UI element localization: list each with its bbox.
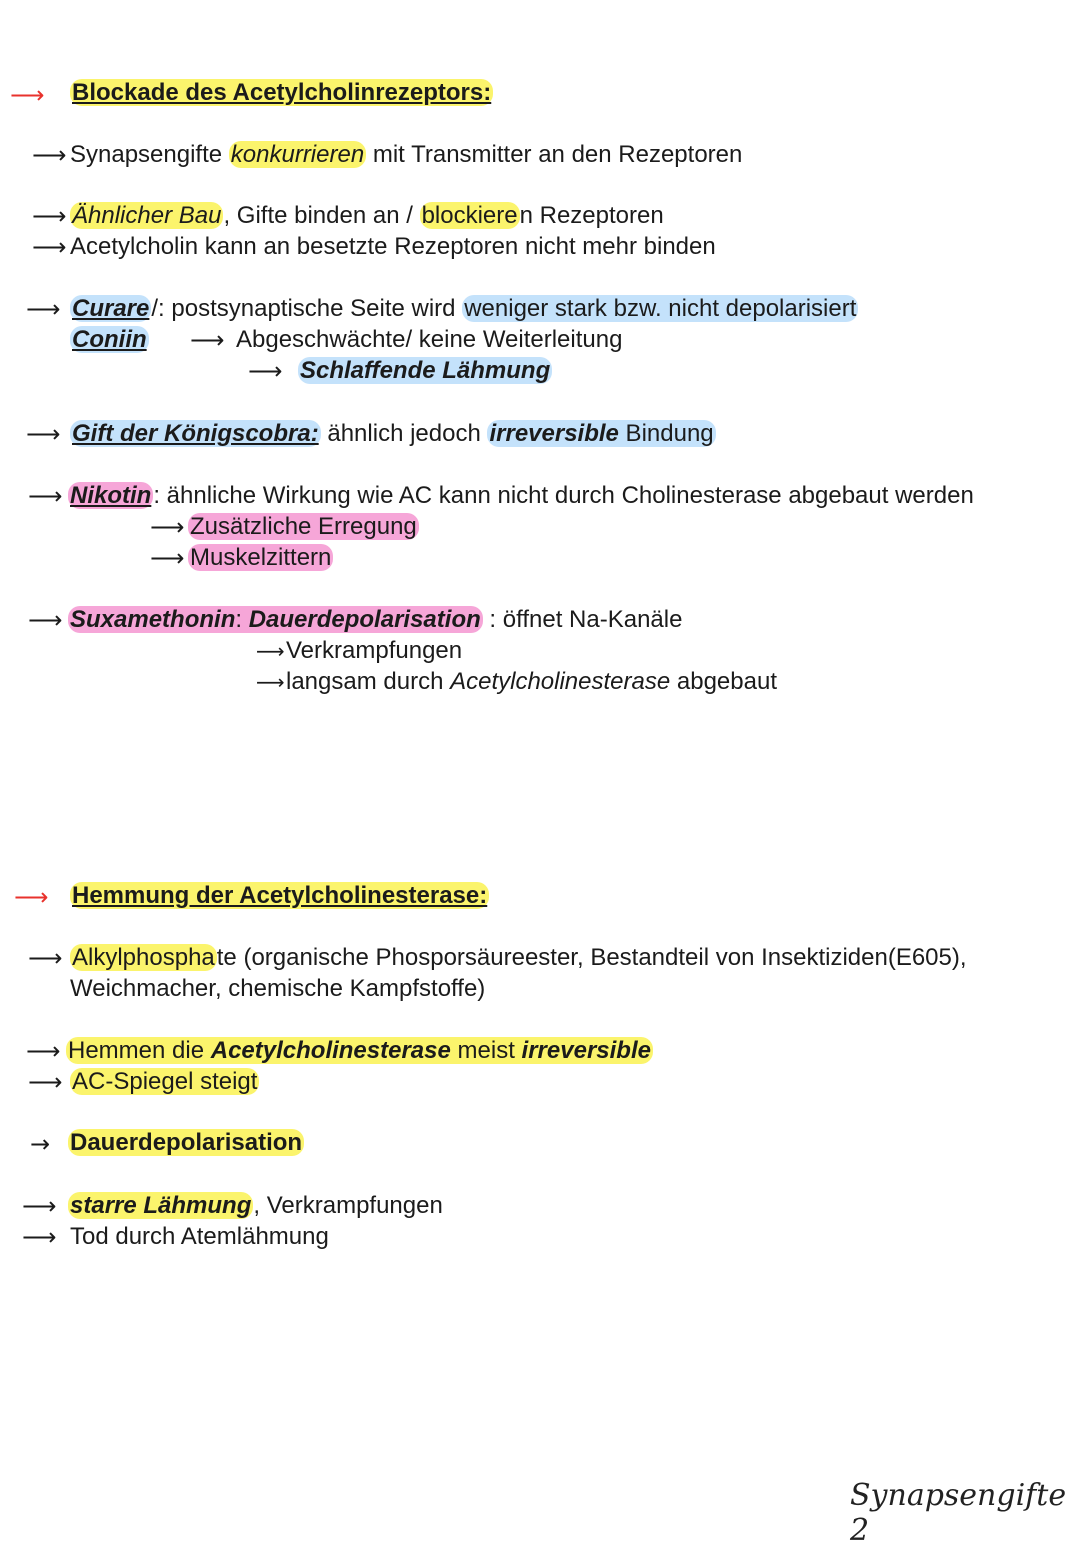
line-suxamethonin: Suxamethonin: Dauerdepolarisation : öffnet Na-Kanäle (70, 606, 683, 633)
line-konkurrieren: Synapsengifte konkurrieren mit Transmitter an den Rezeptoren (70, 141, 743, 168)
arrow-icon: ⟶ (248, 357, 283, 385)
line-koenigscobra: Gift der Königscobra: ähnlich jedoch irreversible Bindung (72, 420, 714, 447)
line-bau: Ähnlicher Bau, Gifte binden an / blockieren Rezeptoren (72, 202, 664, 229)
arrow-icon: ⟶ (150, 513, 185, 541)
line-zusaetzlich: Zusätzliche Erregung (190, 513, 417, 540)
arrow-icon: ⟶ (22, 1223, 57, 1251)
heading-hemmung: Hemmung der Acetylcholinesterase: (72, 882, 488, 909)
arrow-icon: ⟶ (10, 81, 45, 109)
line-dauerdepolarisation: Dauerdepolarisation (70, 1129, 303, 1156)
line-coniin: Coniin (72, 326, 147, 353)
line-verkrampfungen: Verkrampfungen (286, 637, 463, 664)
line-alkylphosphate: Alkylphosphate (organische Phosporsäureester, Bestandteil von Insektiziden(E605), (72, 944, 967, 971)
arrow-icon: ⟶ (32, 233, 67, 261)
arrow-icon: → (30, 1130, 51, 1158)
arrow-icon: ⟶ (26, 420, 61, 448)
arrow-icon: ⟶ (32, 202, 67, 230)
line-tod: Tod durch Atemlähmung (70, 1223, 329, 1250)
arrow-icon: ⟶ (32, 141, 67, 169)
arrow-icon: ⟶ (256, 670, 285, 694)
heading-blockade: Blockade des Acetylcholinrezeptors: (72, 79, 492, 106)
arrow-icon: ⟶ (150, 544, 185, 572)
line-ac-spiegel: AC-Spiegel steigt (72, 1068, 258, 1095)
line-langsam: langsam durch Acetylcholinesterase abgebaut (286, 668, 777, 695)
arrow-icon: ⟶ (28, 482, 63, 510)
line-acetylcholin: Acetylcholin kann an besetzte Rezeptoren nicht mehr binden (70, 233, 716, 260)
arrow-icon: ⟶ (26, 1037, 61, 1065)
arrow-icon: ⟶ (14, 883, 49, 911)
arrow-icon: ⟶ (256, 639, 285, 663)
arrow-icon: ⟶ (28, 944, 63, 972)
arrow-icon: ⟶ (190, 326, 225, 354)
line-weichmacher: Weichmacher, chemische Kampfstoffe) (70, 975, 486, 1002)
page-footer: Synapsengifte 2 (850, 1478, 1067, 1548)
line-abgeschwaechte: Abgeschwächte/ keine Weiterleitung (236, 326, 623, 353)
arrow-icon: ⟶ (26, 295, 61, 323)
line-schlaffe: Schlaffende Lähmung (300, 357, 551, 384)
line-nikotin: Nikotin: ähnliche Wirkung wie AC kann nicht durch Cholinesterase abgebaut werden (70, 482, 974, 509)
line-curare: Curare/: postsynaptische Seite wird weniger stark bzw. nicht depolarisiert (72, 295, 857, 322)
line-muskelzittern: Muskelzittern (190, 544, 332, 571)
line-starre: starre Lähmung, Verkrampfungen (70, 1192, 443, 1219)
line-hemmen: Hemmen die Acetylcholinesterase meist irreversible (68, 1037, 651, 1064)
arrow-icon: ⟶ (22, 1192, 57, 1220)
arrow-icon: ⟶ (28, 606, 63, 634)
arrow-icon: ⟶ (28, 1068, 63, 1096)
